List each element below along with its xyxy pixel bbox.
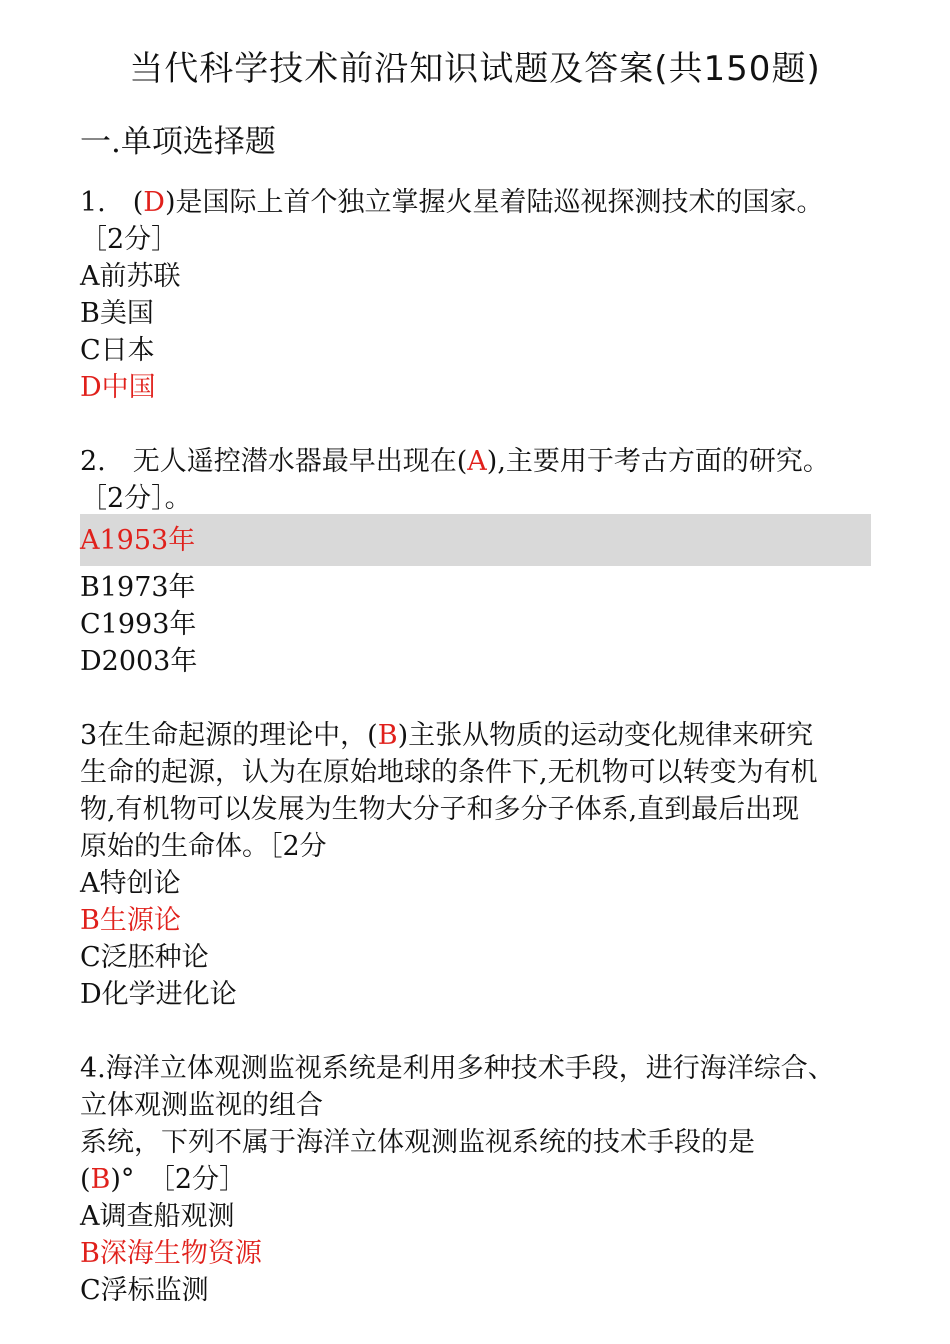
question-4-stem-line-1: 4.海洋立体观测监视系统是利用多种技术手段，进行海洋综合、 (80, 1053, 835, 1084)
question-3-option-d: D化学进化论 (80, 979, 237, 1010)
question-3-answer: B (377, 720, 398, 751)
question-4-option-c: C浮标监测 (80, 1275, 209, 1306)
question-3-stem-line-3: 物,有机物可以发展为生物大分子和多分子体系,直到最后出现 (80, 794, 800, 825)
question-4-answer-line: (B)° ［2分］ (80, 1164, 247, 1195)
question-2-option-d: D2003年 (80, 646, 198, 677)
question-4-stem-line-2: 立体观测监视的组合 (80, 1090, 323, 1121)
question-1-option-d-correct: D中国 (80, 372, 156, 403)
question-2-option-b: B1973年 (80, 572, 196, 603)
question-1-option-b: B美国 (80, 298, 154, 329)
question-4-answer: B (90, 1164, 111, 1195)
question-2-answer: A (467, 446, 487, 477)
question-3-stem: 3在生命起源的理论中，(B)主张从物质的运动变化规律来研究 (80, 720, 814, 751)
question-3-option-b-correct: B生源论 (80, 905, 181, 936)
question-4-option-b-correct: B深海生物资源 (80, 1238, 262, 1269)
question-1-answer: D (143, 187, 165, 218)
question-3-option-a: A特创论 (80, 868, 181, 899)
section-heading: 一.单项选择题 (80, 124, 276, 160)
document-title: 当代科学技术前沿知识试题及答案(共150题) (129, 49, 821, 89)
question-3-stem-line-2: 生命的起源，认为在原始地球的条件下,无机物可以转变为有机 (80, 757, 818, 788)
question-3-stem-line-4: 原始的生命体。［2分 (80, 831, 327, 862)
option-highlight-band (80, 514, 871, 566)
question-2-score: ［2分］。 (80, 483, 192, 514)
question-1-score: ［2分］ (80, 224, 179, 255)
question-2-stem: 2. 无人遥控潜水器最早出现在(A),主要用于考古方面的研究。 (80, 446, 830, 477)
question-1-option-c: C日本 (80, 335, 155, 366)
question-2-option-c: C1993年 (80, 609, 197, 640)
question-3-option-c: C泛胚种论 (80, 942, 209, 973)
question-1-option-a: A前苏联 (80, 261, 181, 292)
question-4-stem-line-3: 系统，下列不属于海洋立体观测监视系统的技术手段的是 (80, 1127, 755, 1158)
question-4-option-a: A调查船观测 (80, 1201, 235, 1232)
question-1-stem: 1. (D)是国际上首个独立掌握火星着陆巡视探测技术的国家。 (80, 187, 824, 218)
question-2-option-a-correct: A1953年 (80, 525, 196, 556)
